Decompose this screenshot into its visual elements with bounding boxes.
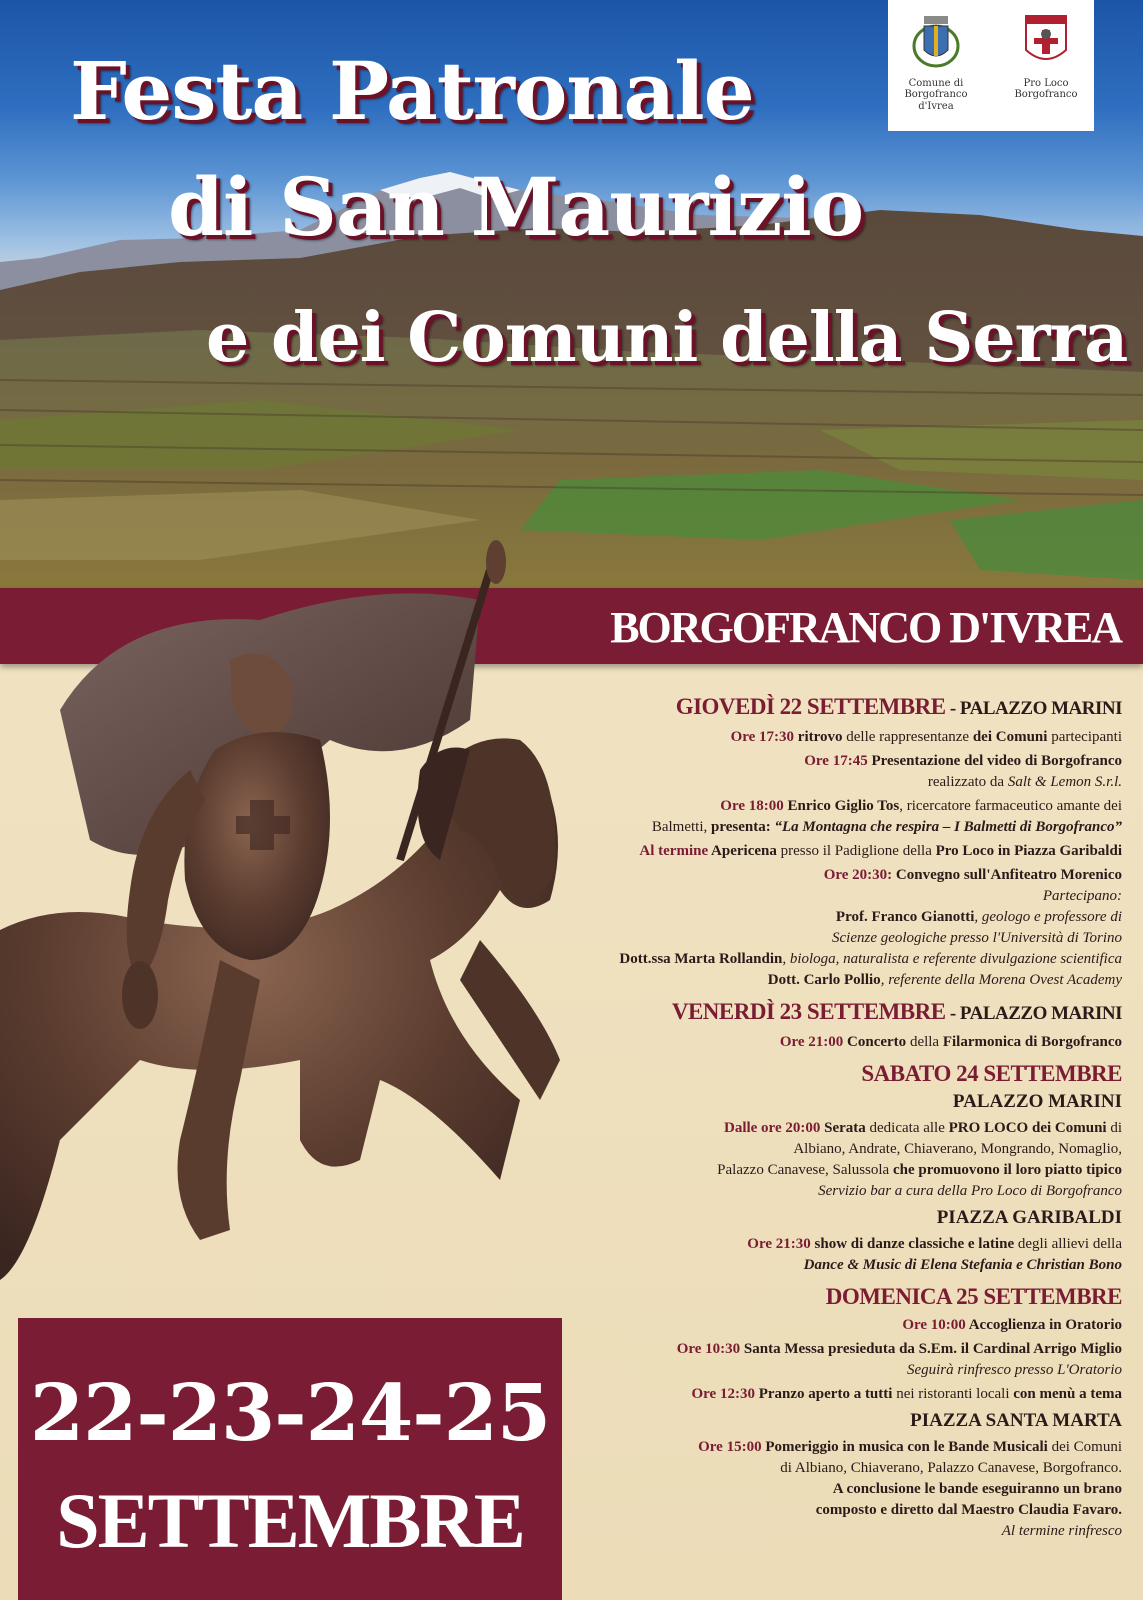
day-heading-giovedi: [550, 692, 1122, 724]
event-text: delle rappresentanze: [846, 729, 973, 745]
event-item: [550, 727, 1122, 748]
event-text: dedicata alle: [865, 1120, 949, 1136]
event-text: , ricercatore farmaceutico amante dei: [899, 798, 1122, 814]
event-text: Pranzo aperto a tutti: [754, 1386, 893, 1402]
event-text: Pomeriggio in musica con le Bande Musicali: [761, 1439, 1048, 1455]
sponsor-logos: [888, 0, 1094, 131]
comune-crest-icon: [910, 10, 962, 70]
event-text: Enrico Giglio Tos: [783, 798, 900, 814]
event-text: Convegno sull'Anfiteatro Morenico: [892, 867, 1122, 883]
event-text: Concerto: [843, 1034, 907, 1050]
event-text: PRO LOCO dei Comuni: [948, 1120, 1107, 1136]
event-text: di: [1106, 1120, 1122, 1136]
event-text: dei Comuni: [1047, 1439, 1122, 1455]
event-time: Dalle ore 20:00: [723, 1120, 821, 1136]
event-item: [550, 841, 1122, 862]
venue-heading: PIAZZA SANTA MARTA: [910, 1410, 1122, 1431]
day-title: VENERDÌ 23 SETTEMBRE: [671, 999, 946, 1024]
event-text: show di danze classiche e latine: [810, 1236, 1015, 1252]
event-text: presenta:: [711, 819, 771, 835]
event-item: [550, 1118, 1122, 1202]
event-item: [550, 751, 1122, 793]
speaker-name: Dott. Carlo Pollio: [767, 972, 881, 988]
event-text: partecipanti: [1047, 729, 1122, 745]
event-text: Salt & Lemon S.r.l.: [1007, 774, 1122, 790]
event-text: di Albiano, Chiaverano, Palazzo Canavese, Borgofranco.: [780, 1460, 1122, 1476]
event-text: Apericena: [708, 843, 777, 859]
festival-dates: 22-23-24-25: [29, 1368, 551, 1459]
day-title: SABATO 24 SETTEMBRE: [861, 1061, 1122, 1086]
event-item: [550, 1234, 1122, 1276]
event-text: che promuovono il loro piatto tipico: [892, 1162, 1122, 1178]
event-time: Ore 18:00: [720, 798, 784, 814]
event-time: Al termine: [639, 843, 709, 859]
event-text: degli allievi della: [1014, 1236, 1122, 1252]
event-text: presso il Padiglione della: [776, 843, 936, 859]
festival-month: SETTEMBRE: [56, 1477, 524, 1564]
event-text: Balmetti,: [651, 819, 711, 835]
day-title: DOMENICA 25 SETTEMBRE: [825, 1284, 1122, 1309]
event-text: Al termine rinfresco: [1001, 1523, 1122, 1539]
event-time: Ore 10:00: [902, 1317, 966, 1333]
event-text: Albiano, Andrate, Chiaverano, Mongrando, Nomaglio,: [793, 1141, 1122, 1157]
title-line-2: di San Maurizio: [168, 160, 864, 254]
event-item: [550, 1437, 1122, 1542]
day-separator: -: [945, 698, 960, 719]
event-item: [550, 1032, 1122, 1053]
proloco-logo-label: Pro Loco: [1023, 77, 1069, 89]
event-item: [550, 796, 1122, 838]
day-title: GIOVEDÌ 22 SETTEMBRE: [675, 694, 946, 719]
day-separator: -: [945, 1003, 960, 1024]
day-heading-venerdi: [550, 997, 1122, 1029]
event-item: [550, 865, 1122, 991]
event-schedule: [550, 686, 1122, 1545]
event-time: Ore 10:30: [676, 1341, 741, 1357]
event-text: A conclusione le bande eseguiranno un brano: [832, 1481, 1122, 1497]
event-text: Scienze geologiche presso l'Università di Torino: [832, 930, 1122, 946]
event-text: Palazzo Canavese, Salussola: [717, 1162, 893, 1178]
event-text: Filarmonica di Borgofranco: [942, 1034, 1122, 1050]
event-time: Ore 17:30: [730, 729, 795, 745]
event-text: con menù a tema: [1013, 1386, 1122, 1402]
event-item: [550, 1339, 1122, 1381]
day-venue: PALAZZO MARINI: [959, 698, 1122, 719]
venue-heading: PIAZZA GARIBALDI: [936, 1207, 1122, 1228]
event-time: Ore 21:30: [747, 1236, 811, 1252]
event-time: Ore 12:30: [691, 1386, 755, 1402]
event-item: [550, 1384, 1122, 1405]
comune-logo-name: Borgofranco d'Ivrea: [904, 89, 968, 112]
day-heading-sabato: [550, 1059, 1122, 1089]
comune-logo: [896, 10, 976, 112]
event-time: Ore 17:45: [804, 753, 868, 769]
event-text: ritrovo: [794, 729, 847, 745]
event-text: Serata: [820, 1120, 866, 1136]
speaker-name: Prof. Franco Gianotti: [835, 909, 975, 925]
event-text: nei ristoranti locali: [892, 1386, 1014, 1402]
event-time: Ore 21:00: [779, 1034, 844, 1050]
day-heading-domenica: [550, 1282, 1122, 1312]
event-time: Ore 15:00: [698, 1439, 762, 1455]
comune-logo-label: Comune di: [908, 77, 964, 89]
event-text: realizzato da: [927, 774, 1008, 790]
san-maurizio-statue-image: [0, 540, 600, 1340]
proloco-logo: [1006, 10, 1086, 101]
event-text: Partecipano:: [1042, 888, 1122, 904]
event-text: dei Comuni: [972, 729, 1048, 745]
title-line-1: Festa Patronale: [70, 44, 754, 138]
event-text: , referente della Morena Ovest Academy: [880, 972, 1122, 988]
proloco-crest-icon: [1020, 10, 1072, 70]
event-text: , geologo e professore di: [974, 909, 1122, 925]
proloco-logo-name: Borgofranco: [1014, 89, 1078, 100]
event-text: Presentazione del video di Borgofranco: [867, 753, 1122, 769]
event-text: “La Montagna che respira – I Balmetti di Borgofranco”: [770, 819, 1122, 835]
title-line-3: e dei Comuni della Serra: [206, 298, 1128, 378]
town-name: BORGOFRANCO D'IVREA: [610, 603, 1121, 652]
event-text: Seguirà rinfresco presso L'Oratorio: [906, 1362, 1122, 1378]
event-text: composto e diretto dal Maestro Claudia Favaro.: [815, 1502, 1122, 1518]
event-text: Santa Messa presieduta da S.Em. il Cardinal Arrigo Miglio: [740, 1341, 1122, 1357]
date-box: [18, 1318, 562, 1600]
event-text: Servizio bar a cura della Pro Loco di Borgofranco: [818, 1183, 1122, 1199]
day-venue: PALAZZO MARINI: [959, 1003, 1122, 1024]
landscape-photo: [0, 0, 1143, 600]
speaker-name: Dott.ssa Marta Rollandin: [619, 951, 783, 967]
event-item: [550, 1315, 1122, 1336]
event-text: , biologa, naturalista e referente divulgazione scientifica: [782, 951, 1122, 967]
event-text: Pro Loco in Piazza Garibaldi: [935, 843, 1122, 859]
event-time: Ore 20:30:: [823, 867, 893, 883]
event-text: della: [906, 1034, 943, 1050]
venue-heading: PALAZZO MARINI: [952, 1091, 1122, 1112]
event-text: Accoglienza in Oratorio: [965, 1317, 1122, 1333]
event-text: Dance & Music di Elena Stefania e Christian Bono: [803, 1257, 1122, 1273]
